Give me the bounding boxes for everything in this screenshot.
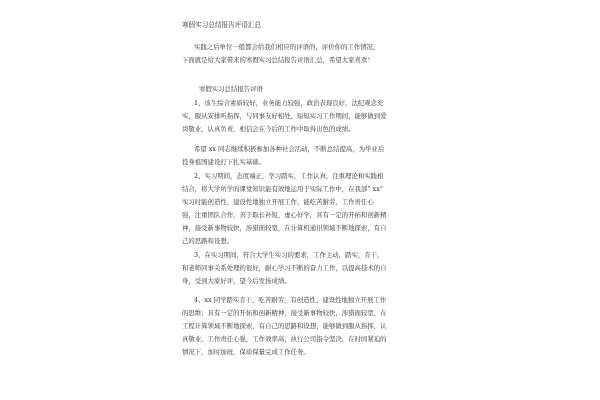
comment-item-4 [182,294,387,359]
comment-item-1 [182,97,387,136]
intro-line: 下面就是给大家带来的寒假实习总结报告评语汇总，希望大家喜欢！ [182,56,374,64]
comment-line: 和老师同事关系处理的很好，耐心学习不断的奋力工作，以提高技术的自 [182,264,387,272]
comment-line: 实习时能创造性、建设性地独立开展工作，能吃苦耐劳，工作责任心 [182,198,374,206]
comment-line: 工程计算领域不断地探索，有自己的思路和设想，能够做到服从指挥，认 [182,322,387,330]
comment-line: 的思维；具有一定的开拓和创新精神，接受新事物较快，涉猎面较宽，在 [182,309,387,317]
comment-item-2 [182,170,387,248]
comment-line: 4、xx 同学踏实肯干，吃苦耐劳，有创造性、建设性地独立开展工作 [194,296,387,304]
comment-line: 情况下，加时加班，保质保量完成工作任务。 [182,348,310,356]
comment-line: 2、实习期间，态度端正，学习踏实，工作认真，注重理论和实践相 [194,172,384,180]
comment-line: 3、在实习期间，符合大学生实习的要求，工作主动，踏实，肯干， [194,251,384,259]
comment-line: 己的思路和设想。 [182,237,234,245]
comment-line: 真敬业，工作责任心强，工作效率高，执行公司指令坚决，在时间紧迫的 [182,335,387,343]
comment-line: 岗敬业，认真负责，相信会在今后的工作中取得出色的成绩。 [182,125,355,133]
comment-line: 结合，将大学所学的课堂知识能有效地运用于实际工作中，在我部” xx” [182,185,384,193]
comment-item-hope [182,143,384,169]
intro-paragraph [182,41,379,67]
comment-line: 投身祖国建设打下扎实基础。 [182,158,266,166]
comment-item-3 [182,249,387,288]
comment-line: 强，注重团队合作，善于取长补短，虚心好学，具有一定的开拓和创新精 [182,211,387,219]
section-subtitle: 寒假实习总结报告评语 [199,85,263,93]
document-title: 寒假实习总结报告评语汇总 [182,21,262,29]
comment-line: 1、该生综合素质较好，业务能力较强，政治表现良好，法纪观念充 [194,99,384,107]
comment-line: 神，接受新事物较快，涉猎面较宽，在计算机通讯领域不断地探索，有自 [182,224,387,232]
comment-line: 实，服从安排听指挥，与同事友好相处，短短实习工作期间，能够做到爱 [182,112,387,120]
intro-line: 实践之后单位一般都会给我们相应的评语的，评价你的工作情况， [194,43,380,51]
comment-line: 希望 xx 同志继续积极参加各种社会活动，不断总结提高，为毕业后 [194,145,385,153]
comment-line: 身，受到大家好评，望今后发扬成绩。 [182,277,291,285]
